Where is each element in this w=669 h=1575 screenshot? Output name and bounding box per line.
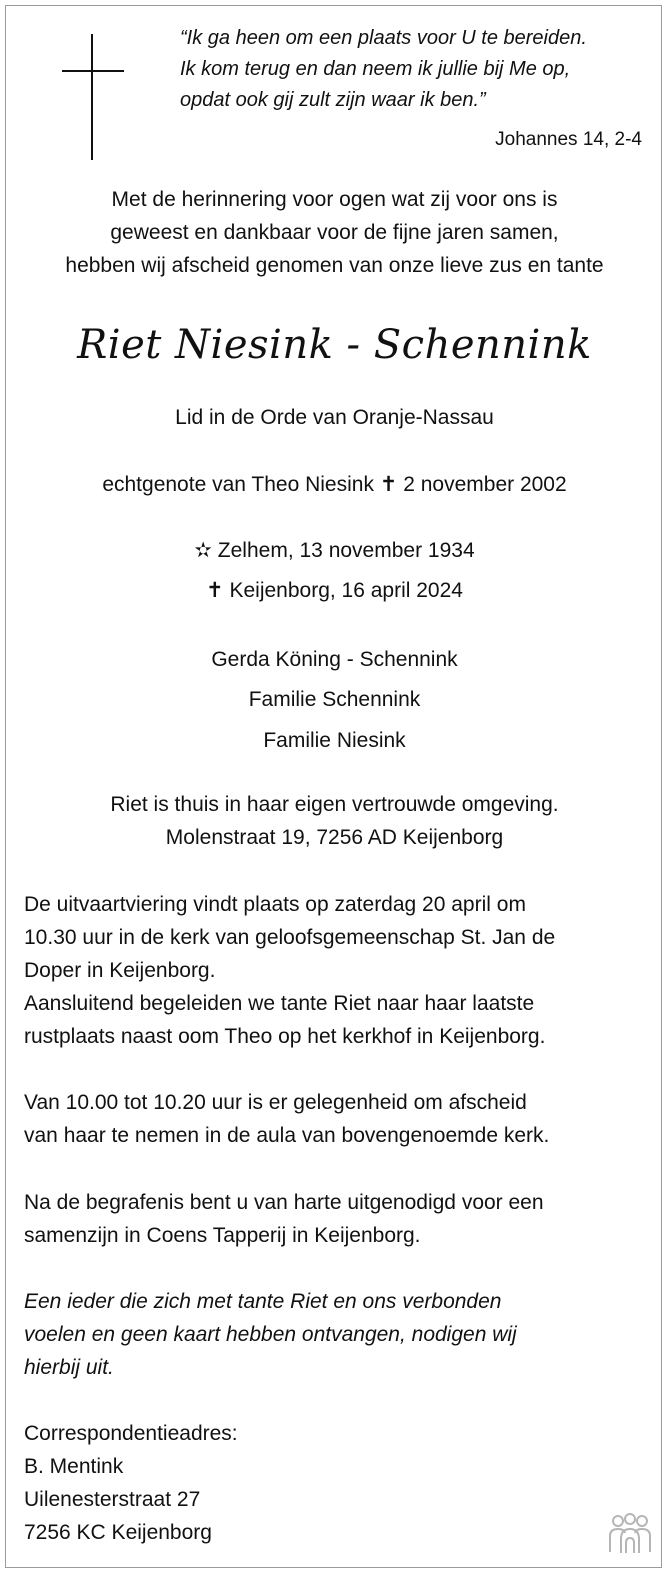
family-member: Familie Schennink — [248, 688, 421, 711]
correspondence-heading: Correspondentieadres: — [24, 1422, 238, 1445]
distinction: Lid in de Orde van Oranje-Nassau — [175, 406, 494, 429]
invitation-line: voelen en geen kaart hebben ontvangen, nodigen wij — [24, 1323, 517, 1346]
correspondence-name: B. Mentink — [24, 1455, 124, 1478]
intro-line: Met de herinnering voor ogen wat zij voor ons is — [111, 188, 558, 211]
intro-line: geweest en dankbaar voor de fijne jaren samen, — [110, 221, 559, 244]
correspondence-street: Uilenesterstraat 27 — [24, 1488, 201, 1511]
viewing-line: Molenstraat 19, 7256 AD Keijenborg — [165, 826, 504, 849]
service-line: rustplaats naast oom Theo op het kerkhof in Keijenborg. — [24, 1025, 546, 1048]
service-line: De uitvaartviering vindt plaats op zaterdag 20 april om — [24, 893, 526, 916]
quote-line: opdat ook gij zult zijn waar ik ben.” — [180, 89, 486, 111]
birth-line: ✫ Zelhem, 13 november 1934 — [194, 539, 475, 562]
invitation-line: hierbij uit. — [24, 1356, 114, 1379]
deceased-name: Riet Niesink - Schennink — [77, 322, 592, 368]
people-logo-icon — [606, 1512, 654, 1556]
gathering-line: samenzijn in Coens Tapperij in Keijenborg. — [24, 1224, 421, 1247]
service-line: Doper in Keijenborg. — [24, 959, 216, 982]
service-line: Aansluitend begeleiden we tante Riet naar haar laatste — [24, 992, 535, 1015]
farewell-line: van haar te nemen in de aula van bovengenoemde kerk. — [24, 1124, 550, 1147]
service-line: 10.30 uur in de kerk van geloofsgemeenschap St. Jan de — [24, 926, 556, 949]
invitation-line: Een ieder die zich met tante Riet en ons verbonden — [24, 1290, 502, 1313]
quote-line: Ik kom terug en dan neem ik jullie bij Me op, — [180, 58, 571, 80]
correspondence-city: 7256 KC Keijenborg — [24, 1521, 212, 1544]
cross-icon — [91, 34, 93, 160]
quote-line: “Ik ga heen om een plaats voor U te bereiden. — [180, 27, 587, 49]
viewing-line: Riet is thuis in haar eigen vertrouwde omgeving. — [110, 793, 559, 816]
spouse-line: echtgenote van Theo Niesink ✝ 2 november 2002 — [102, 473, 567, 496]
gathering-line: Na de begrafenis bent u van harte uitgenodigd voor een — [24, 1191, 544, 1214]
family-member: Gerda Köning - Schennink — [211, 648, 458, 671]
farewell-line: Van 10.00 tot 10.20 uur is er gelegenheid om afscheid — [24, 1091, 527, 1114]
death-line: ✝ Keijenborg, 16 april 2024 — [206, 579, 463, 602]
intro-line: hebben wij afscheid genomen van onze lieve zus en tante — [65, 254, 604, 277]
cross-icon-bar — [62, 70, 124, 72]
quote-reference: Johannes 14, 2-4 — [495, 129, 642, 150]
family-member: Familie Niesink — [263, 729, 406, 752]
